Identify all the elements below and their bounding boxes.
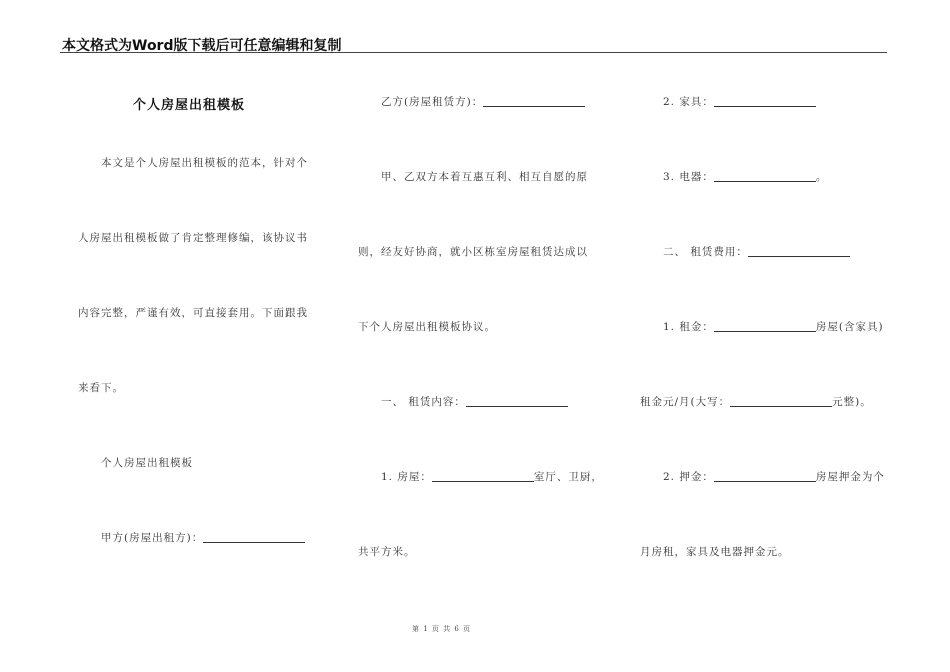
- furniture-blank: [714, 96, 816, 107]
- section-1-blank: [466, 396, 568, 407]
- appliance-blank: [714, 171, 816, 182]
- house-blank: [432, 471, 534, 482]
- house-rooms-text: 室厅、卫厨，: [533, 471, 603, 483]
- party-a-label: 甲方(房屋出租方)：: [101, 532, 204, 544]
- party-b-label: 乙方(房屋租赁方)：: [381, 96, 484, 108]
- party-a-blank: [203, 532, 305, 543]
- rent-amount-end: 元整)。: [832, 396, 872, 408]
- party-a-line: [101, 530, 305, 545]
- rent-note: 房屋(含家具): [815, 321, 884, 333]
- section-1-heading: 一、 租赁内容：: [381, 396, 466, 408]
- deposit-blank: [714, 471, 816, 482]
- party-b-line: [381, 94, 585, 109]
- page-number: 第 1 页 共 6 页: [411, 625, 472, 633]
- rent-blank: [714, 321, 816, 332]
- agreement-line-3: 下个人房屋出租模板协议。: [358, 321, 496, 333]
- furniture-line: [663, 94, 816, 109]
- intro-line-1: 本文是个人房屋出租模板的范本，针对个: [101, 157, 308, 169]
- appliance-label: 3. 电器：: [663, 171, 714, 183]
- deposit-label: 2. 押金：: [663, 471, 714, 483]
- rent-amount-blank: [730, 396, 832, 407]
- header-divider: [60, 52, 887, 53]
- subtitle: 个人房屋出租模板: [101, 457, 193, 469]
- party-b-blank: [483, 96, 585, 107]
- deposit-line: [663, 469, 885, 484]
- furniture-label: 2. 家具：: [663, 96, 714, 108]
- section-2-blank: [748, 246, 850, 257]
- intro-line-3: 内容完整，严谨有效，可直接套用。下面跟我: [78, 307, 308, 319]
- deposit-detail-line: 月房租，家具及电器押金元。: [640, 546, 790, 558]
- section-2-heading: 二、 租赁费用：: [663, 246, 748, 258]
- rent-amount-line: [640, 394, 872, 409]
- section-2-line: [663, 244, 850, 259]
- rent-line: [663, 319, 884, 334]
- section-1-line: [381, 394, 568, 409]
- house-area-line: 共平方米。: [358, 546, 416, 558]
- rent-label: 1. 租金：: [663, 321, 714, 333]
- rent-amount-label: 租金元/月(大写：: [640, 396, 731, 408]
- agreement-line-2: 则，经友好协商，就小区栋室房屋租赁达成以: [358, 246, 588, 258]
- intro-line-4: 来看下。: [78, 382, 124, 394]
- appliance-end: 。: [815, 171, 828, 183]
- document-title: 个人房屋出租模板: [133, 98, 246, 113]
- deposit-note: 房屋押金为个: [815, 471, 885, 483]
- document-header-title: 本文格式为Word版下载后可任意编辑和复制: [62, 38, 342, 54]
- appliance-line: [663, 169, 827, 184]
- house-line: [381, 469, 603, 484]
- intro-line-2: 人房屋出租模板做了肯定整理修编，该协议书: [78, 232, 308, 244]
- house-label: 1. 房屋：: [381, 471, 432, 483]
- agreement-line-1: 甲、乙双方本着互惠互利、相互自愿的原: [381, 171, 588, 183]
